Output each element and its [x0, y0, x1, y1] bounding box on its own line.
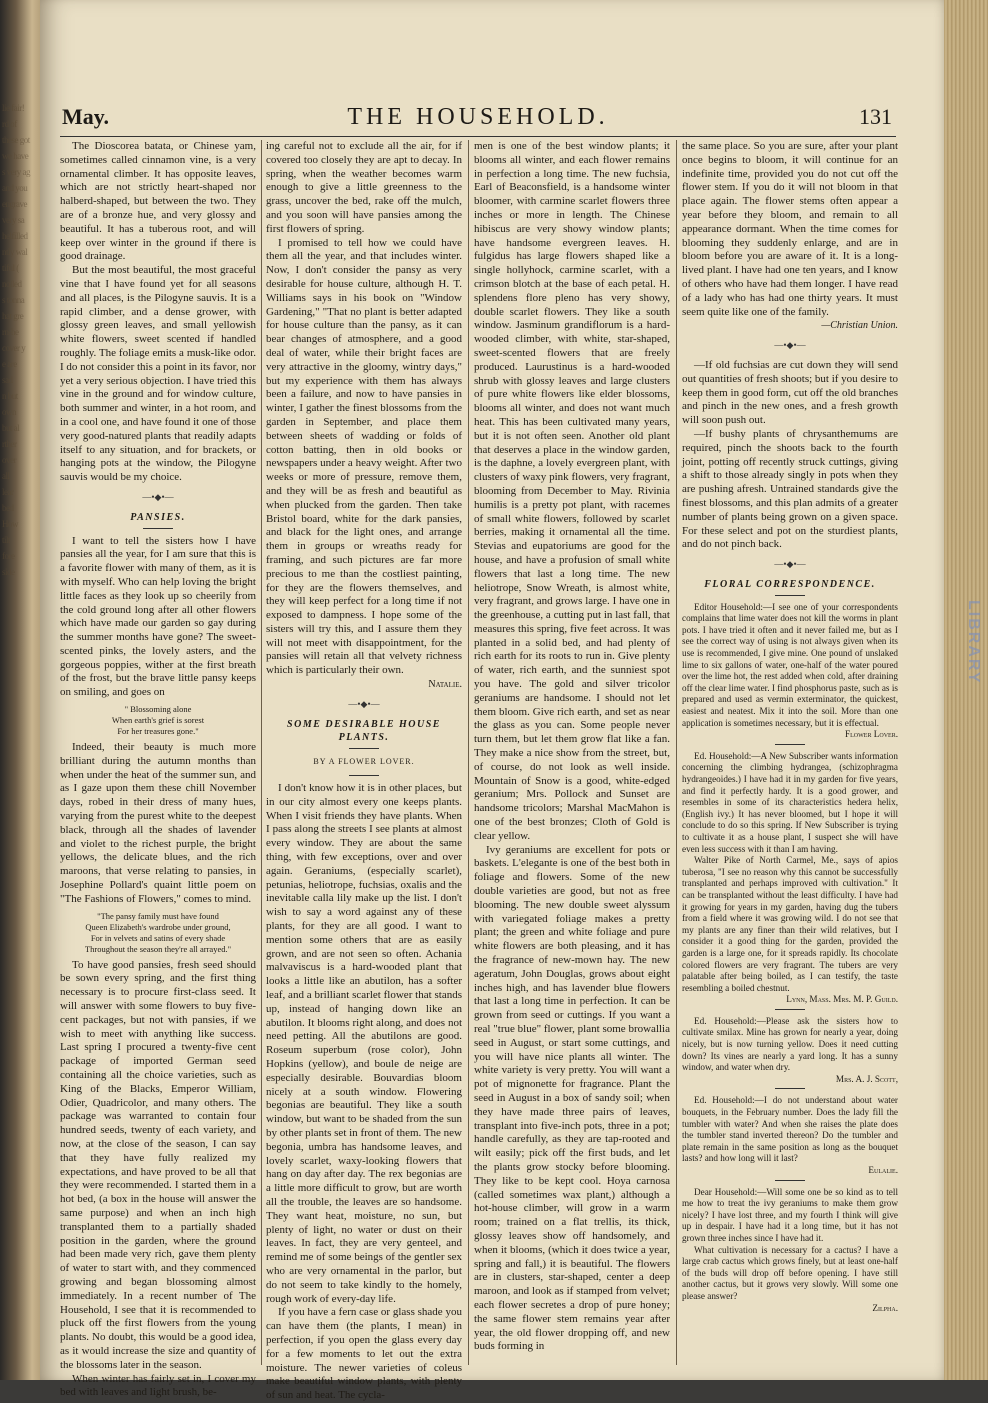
paragraph: men is one of the best window plants; it blooms all winter, and each flower remains in perfection a long time. The new fuchsia, Earl of Beaconsfield, is a handsome winter bloomer, with carmine scarlet flowers three inches or more in length. The Chinese hibiscus are very showy window plants; have handsome evergreen leaves. H. fulgidus has large flowers shaped like a single hollyhock, carmine scarlet, with a crimson blotch at the base of each petal. H. splendens flore pleno has very showy, double scarlet flowers. They like a south window. Jasminum grandiflorum is a hard-wooded climber, with white, star-shaped, sweet-scented flowers that are freely produced. Laurustinus is a hard-wooded shrub with glossy leaves and large clusters of pure white flowers like elder blossoms, blooms all winter, and does not want much heat. This has been cultivated many years, but it is not often seen. Another old plant that deserves a place in the window garden, is the daphne, a lovely evergreen plant, with clusters of waxy pink flowers, very fragrant, blooming from December to May. Rivinia humilis is a pretty pot plant, with racemes of small white flowers, followed by scarlet berries, making it ornamental all the time. Stevias and eupatoriums are good for the house, and have a profusion of small white flowers that last a long time. The new heliotrope, Snow Wreath, is almost white, very fragrant, and grows large. I have one in the greenhouse, a cutting put in last fall, that measures this spring, five feet across. It was planted in a solid bed, and had plenty of rich earth for its roots to run in. Give plenty of water, rich earth, and the sunniest spot you have. The gold and silver tricolor geraniums are handsome. I should not let them bloom. Give rich earth, and set as near the glass as you can. Some people never turn them, but let them grow flat like a fan. They make a nice show from the street, but, of course, do not look as well inside. Mountain of Snow is a good, white-edged geranium; Mrs. Pollock and Sunset are handsome tricolors; Marshal MacMahon is one of the best bronzes; Cloth of Gold is clear yellow. [474, 140, 670, 842]
letter-body: Dear Household:—Will some one be so kind as to tell me how to treat the ivy geraniums to make them grow nicely? I have lost three, and my fourth I think will give up in despair. I have had it a long time, but it has not grown three inches since I have had it. [682, 1186, 898, 1243]
column-rule [468, 140, 469, 1365]
paragraph: —If old fuchsias are cut down they will send out quantities of fresh shoots; but if you desire to keep them in good form, cut off the old branches and pinch in the new ones, and a fresh growth will soon push out. [682, 358, 898, 427]
header-month: May. [62, 104, 110, 129]
letter-body: Ed. Household:—A New Subscriber wants information concerning the climbing hydrangea, (schizophragma hydrangeoides.) I have had it in my garden for five years, and find it perfectly hardy. It is a good grower, and resembles in some of its characteristics hedera helix, (English ivy.) It has never bloomed, but I hope it will conclude to do so this spring. If New Subscriber is trying to cultivate it as a house plant, I suspect she will have even less success with it than I am having. [682, 750, 898, 854]
paragraph: I promised to tell how we could have them all the year, and that includes winter. Now, I don't consider the pansy as very desirable for house culture, although H. T. Williams says in his book on "Window Gardening," "That no plant is better adapted for house culture than the pansy, as it can bear changes of atmosphere, and a good deal of water, while their bright faces are very attractive in the gloomy, wintry days," but my experience with them has always been a failure, and now to have pansies in winter, I gather the finest blossoms from the garden in September, and place them between sheets of wadding or folds of cotton batting, then in old books or newspapers under a heavy weight. After two weeks or more of pressure, remove them, and they will be as fresh and beautiful as when plucked from the garden. Then take Bristol board, white for the dark pansies, and black for the light ones, and arrange them in groups or wreaths ready for framing, and such pictures are far more precious to me than the costliest painting, for they are the flowers themselves, and they will keep perfect for a long time if not exposed to dampness. I hope some of the sisters will try this, and I assure them they will not meet with disappointment, for the pansies will retain all that velvety richness which is particularly their own. [266, 236, 462, 677]
letter-signature: Zilpha. [872, 1302, 898, 1313]
library-stamp: LIBRARY [965, 600, 982, 685]
poem-line: "The pansy family must have found [97, 910, 219, 921]
paragraph: the same place. So you are sure, after your plant once begins to bloom, it will continue for an indefinite time, provided you do not cut off the flower stem. If you do it will not bloom in that place again. The flower stems often appear a year before they bloom, and remain to all appearance dormant. When the time comes for blooming they suddenly enlarge, and are in bloom before you are aware of it. It is a long-lived plant. I have had one ten years, and I know of others who have had them longer. I have read of a lady who has had one thirty years. It must seem quite like one of the family. [682, 140, 898, 318]
paragraph: ing careful not to exclude all the air, for if covered too closely they are apt to decay. In spring, when the weather becomes warm enough to give a little greenness to the grass, uncover the bed, rake off the mulch, and you soon will have pansies among the first flowers of spring. [266, 140, 462, 235]
paragraph: When winter has fairly set in, I cover my bed with leaves and light brush, be- [60, 1372, 256, 1399]
page-number: 131 [859, 104, 892, 129]
page-header [60, 100, 896, 137]
letter-body: Ed. Household:—I do not understand about water bouquets, in the February number. Does the lady fill the tumbler with water? And when she raises the plate does the tumbler stand inverted thereon? Do the tumbler and plate remain in the same position as long as the bouquet lasts? and how long will it last? [682, 1095, 898, 1164]
correspondence-letters [682, 602, 898, 1314]
paragraph: Ivy geraniums are excellent for pots or baskets. L'elegante is one of the best both in foliage and flowers. Some of the new double varieties are good, but not as free blooming. The new double sweet alyssum with variegated foliage makes a pretty plant; the green and white foliage and pure white flowers are both pleasing, and it has the fragrance of new-mown hay. The new ageratum, John Douglas, grows about eight inches high, and has lavender blue flowers that last a long time in perfection. It can be grown from seed or cuttings. If you want a real "true blue" flower, plant some browallia seed in August, or start some cuttings, and you will have nice plants all winter. The white variety is very pretty. You will want a pot of mignonette for fragrance. Plant the seed in August in a box of sandy soil; when they have made three pairs of leaves, transplant into five-inch pots, three in a pot; handle carefully, as they are tap-rooted and wilt easily; pick off the first buds, and let the plants grow stocky before blooming. They like to be kept cool. Hoya carnosa (called sometimes wax plant,) although a hot-house climber, will grow in a warm room; trained on a flat trellis, its thick, glossy leaves show off handsomely, and when it blooms, (which it does twice a year, spring and fall,) it is beautiful. The flowers are in clusters, star-shaped, center a deep maroon, and look as if stamped from velvet; each flower secretes a drop of pure honey; the same flower stem remains year after year, the old flower dropping off, and new buds forming in [474, 843, 670, 1353]
letter-body: Editor Household:—I see one of your correspondents complains that lime water does not kill the worms in plant pots. I have tried it often and it never failed me, but as I see the correct way of using is not always given when its use is recommended, I give mine. One pound of unslaked lime to six gallons of water, one-half of the water poured over the lime hot, the rest added when cold, after draining off the clear lime water. I find phosphorus paste, such as is prepared and used as vermin exterminator, the quickest, easiest and neatest. Mix it into the soil. More than one application is sometimes necessary, but it is effectual. [682, 601, 898, 728]
byline: BY A FLOWER LOVER. [313, 757, 415, 767]
short-rule [775, 1009, 805, 1010]
short-rule [775, 1088, 805, 1089]
poem-quote [60, 704, 256, 737]
poem-quote [60, 911, 256, 955]
letter-signature: Eulalie. [868, 1165, 898, 1176]
paragraph: But the most beautiful, the most graceful vine that I have found yet for all seasons and all places, is the Pilogyne sauvis. It is a rapid climber, and a dense grower, with glossy green leaves, and small yellowish white flowers, sweet scented if handled roughly. The foliage emits a musk-like odor. I do not consider this a point in its favor, nor yet a very serious objection. I have tried this vine in the ground and for window culture, both summer and winter, in a hot room, and in a cool one, and have found it one of those very good-natured plants that readily adapts itself to any situation, and for brackets, or hanging pots at the window, the Pilogyne sauvis would be my choice. [60, 264, 257, 484]
short-rule [775, 744, 805, 745]
paragraph: I don't know how it is in other places, but in our city almost every one keeps plants. When I visit friends they have plants. When I pass along the streets I see plants at almost every window. They are about the same thing, with few exceptions, over and over again. Geraniums, (especially scarlet), petunias, heliotrope, fuchsias, oxalis and the inevitable calla lily make up the list. I don't wish to say a word against any of these plants, for they are all good. I want to mention some others that are as easily grown, and are not seen so often. Achania malvaviscus is a hard-wooded plant that looks a little like an abutilon, has a softer leaf, and a brilliant scarlet flower that stands up, instead of hanging down like an abutilon. It blooms right along, and does not need petting. All the abutilons are good. Roseum superbum (rose color), John Hopkins (yellow), and boule de neige are especially desirable. Bouvardias bloom nicely at a south window. Flowering begonias are beautiful. They like a south window, but want to be shaded from the sun by other plants set in front of them. The new begonia, umbra has handsome leaves, and lovely scarlet, waxy-looking flowers that hang on day after day. The rex begonias are a little more difficult to grow, but are worth all the trouble, the leaves are so handsome. They want heat, moisture, no sun, but plenty of light, no water or dust on their leaves. In fact, they are very genteel, and remind me of some beings of the gentler sex who are very ornamental in the parlor, but do not seem to take kindly to the homely, rough work of every-day life. [266, 782, 462, 1305]
poem-line: Throughout the season they're all arrayed." [84, 943, 232, 954]
column-4 [682, 140, 898, 1365]
letter-signature: Mrs. A. J. Scott, [835, 1073, 898, 1084]
column-3 [474, 140, 670, 1365]
paragraph: I want to tell the sisters how I have pansies all the year, for I am sure that this is a favorite flower with many of them, as it is with myself. Who can help loving the bright little faces as they look up so cheerily from the cold ground long after all other flowers which have made our garden so gay during the summer months have gone? The sweet-scented pinks, the lovely asters, and the gorgeous poppies, wither at the first breath of the frost, but the brave little pansy keeps on smiling, and goes on [60, 534, 256, 699]
section-heading-floral-correspondence: FLORAL CORRESPONDENCE. [704, 578, 876, 590]
letter-signature: Lynn, Mass. Mrs. M. P. Guild. [786, 994, 898, 1005]
poem-line: When earth's grief is sorest [111, 715, 205, 726]
poem-line: Queen Elizabeth's wardrobe under ground, [85, 921, 231, 932]
column-2 [266, 140, 462, 1402]
ornament-divider: —•◆•— [348, 698, 380, 709]
header-title: THE HOUSEHOLD. [347, 104, 609, 130]
ornament-divider: —•◆•— [774, 340, 806, 351]
source-credit: —Christian Union. [821, 320, 898, 332]
paragraph: The Dioscorea batata, or Chinese yam, sometimes called cinnamon vine, is a very ornamental climber. It has opposite leaves, which are not strictly heart-shaped nor halberd-shaped, but between the two. They are of a bronze hue, and very glossy and beautiful. It has a tuberous root, and will keep over winter in the ground if there is good drainage. [60, 140, 256, 263]
letter-signature: Flower Lover. [845, 729, 898, 740]
paragraph: If you have a fern case or glass shade you can have them (the plants, I mean) in perfection, if you open the glass every day for a few moments to let out the extra moisture. The newer varieties of coleus make beautiful window plants, with plenty of sun and heat. The cycla- [266, 1306, 462, 1402]
short-rule [143, 528, 173, 529]
ornament-divider: —•◆•— [142, 491, 174, 502]
short-rule [349, 775, 379, 776]
poem-line: For her treasures gone." [117, 726, 199, 737]
section-heading-pansies: PANSIES. [130, 511, 186, 523]
author-signature: Natalie. [428, 679, 462, 691]
facing-page-text: lie fair! rd of these got we have s very ag and you engrave very sa helfilled ntly wal tiful ( nolled s tonna hat gre rn-he cover y e are sad n but own but al rther over all lear bed How tilt fore side [2, 103, 30, 577]
column-rule [676, 140, 677, 1365]
paragraph: Indeed, their beauty is much more brilliant during the autumn months than when under the heat of the summer sun, and as I gaze upon them these chill November days, robed in their dress of many hues, varying from the purest white to the deepest black, through all the shades of lavender and violet to the richest purple, the bright yellows, the delicate blues, and the rich maroons, that verse relating to pansies, in Josephine Pollard's quaint little poem on "The Fashions of Flowers," comes to mind. [60, 741, 256, 905]
ornament-divider: —•◆•— [774, 559, 806, 570]
column-rule [261, 140, 262, 1365]
section-heading-house-plants: SOME DESIRABLE HOUSE PLANTS. [287, 718, 441, 744]
poem-line: " Blossoming alone [124, 704, 192, 715]
letter-body: Walter Pike of North Carmel, Me., says of apios tuberosa, "I see no reason why this cannot be successfully transplanted and perhaps improved with cultivation." It can be transplanted without the least difficulty. I have had it growing for years in my garden, having dug the tubers from a field where it was growing wild. I do not see that my plants are any finer than their wild relatives, but I consider it a good thing for the garden, provided the garden is a large one, for it spreads rapidly. Its chocolate colored flowers are very fragrant. The tubers are very palatable after being boiled, as I can testify, the taste resembling a boiled chestnut. [682, 855, 898, 993]
book-gutter [0, 0, 40, 1380]
paragraph: To have good pansies, fresh seed should be sown every spring, and the first thing necessary is to procure first-class seed. It will answer with some flowers to buy five-cent packages, but not with pansies, if we wish to meet with anything like success. Last spring I procured a twenty-five cent package of imported German seed containing all the choice varieties, such as King of the Blacks, Emperor William, Odier, Quadricolor, and many others. The package was warranted to contain four hundred seeds, twenty of each variety, and now, at the close of the season, I can say that they have fully realized my expectations, and have proved to be all that they were recommended. I started them in a hot bed, (a box in the house will answer the same purpose) and when an inch high transplanted them to a partially shaded position in the garden, where the ground had been made very rich, gave them plenty of water to start with, and they commenced growing and began blossoming almost immediately. In a recent number of The Household, I see that it is recommended to pluck off the first flowers from the young plants. No doubt, this would be a good idea, as it would increase the size and quantity of the blossoms later in the season. [60, 958, 256, 1371]
short-rule [349, 748, 379, 749]
poem-line: For in velvets and satins of every shade [90, 932, 226, 943]
paragraph: —If bushy plants of chrysanthemums are required, pinch the shoots back to the fourth joint, potting off recently struck cuttings, giving a shift to those already singly in pots when they are pushing afresh. Untrained standards give the finest blossoms, and this plan admits of a greater number of plants being grown on a given space. For these select and pot on the sturdiest plants, and do not pinch back. [682, 427, 898, 551]
column-1 [60, 140, 257, 1399]
letter-body: What cultivation is necessary for a cactus? I have a large crab cactus which grows finely, but at least one-half of the buds will drop off before opening. I have still another cactus, but it grows very slowly. Will some one please answer? [682, 1244, 898, 1301]
short-rule [775, 1180, 805, 1181]
newspaper-page [40, 0, 944, 1402]
short-rule [775, 595, 805, 596]
letter-body: Ed. Household:—Please ask the sisters how to cultivate smilax. Mine has grown for nearly a year, doing nicely, but is now turning yellow. Does it need cutting down? Its vines are nearly a yard long. It has a sunny window, and water when dry. [682, 1015, 898, 1073]
